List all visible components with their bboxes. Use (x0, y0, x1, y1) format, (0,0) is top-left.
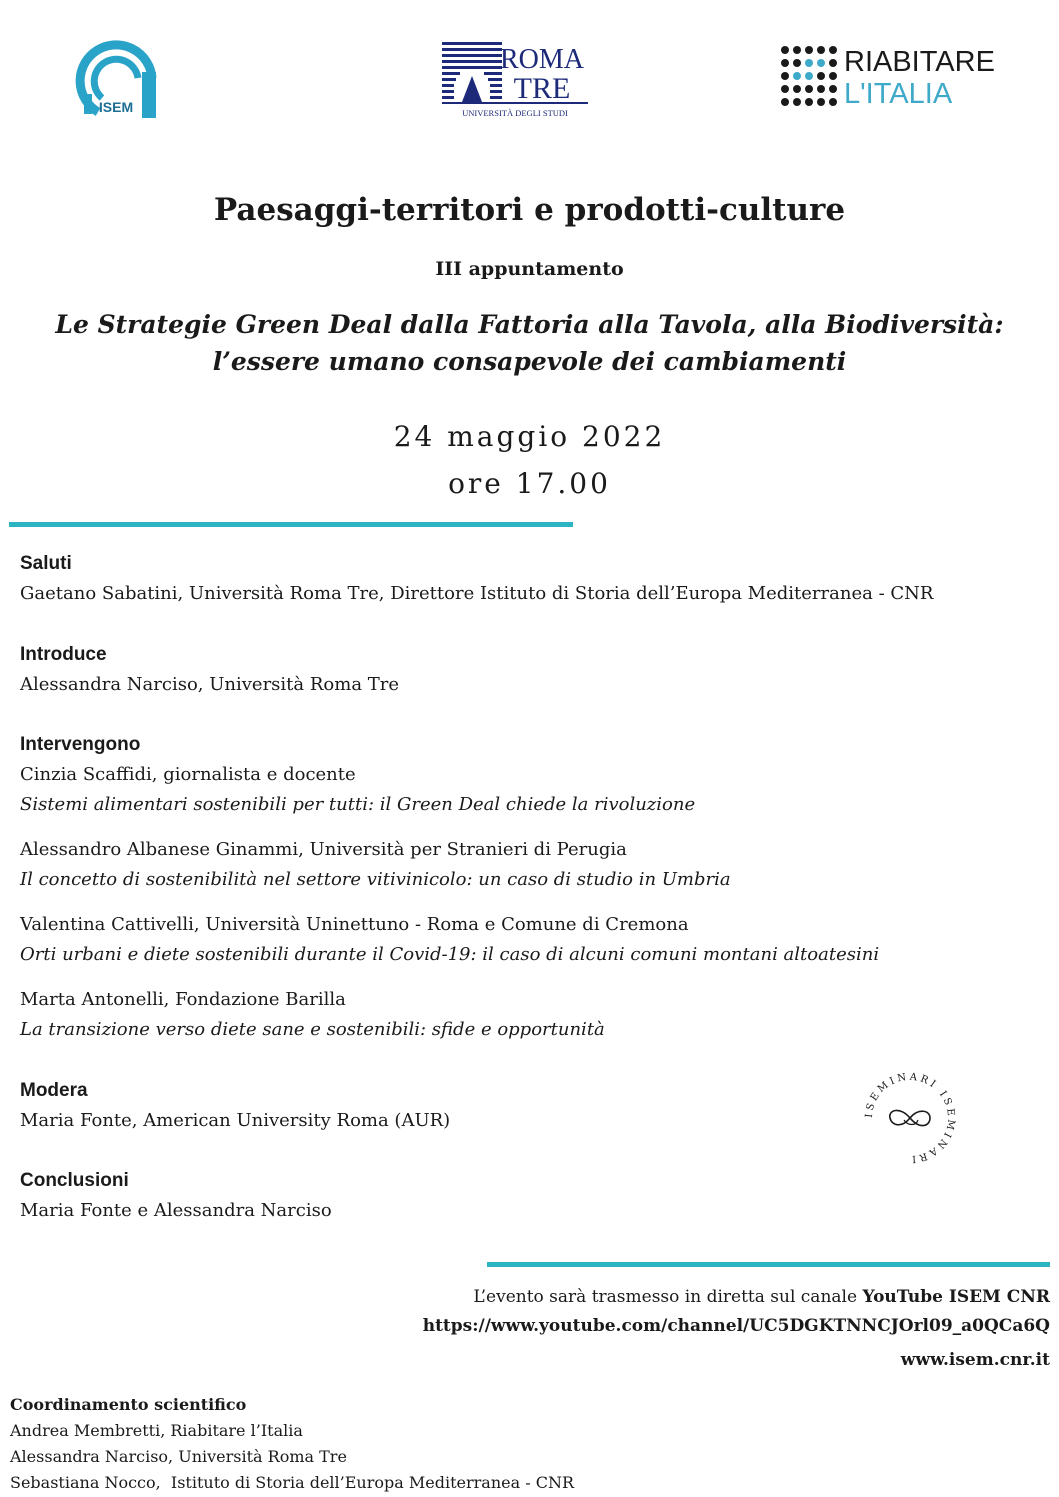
speaker-talk: Sistemi alimentari sostenibili per tutti: il Green Deal chiede la rivoluzione (20, 794, 696, 815)
speaker-name: Valentina Cattivelli, Università Uninettuno - Roma e Comune di Cremona (20, 914, 689, 935)
section-introduce (20, 640, 399, 700)
stream-info (473, 1287, 1050, 1307)
introduce-text: Alessandra Narciso, Università Roma Tre (20, 674, 400, 695)
roma-tre-caption: UNIVERSITÀ DEGLI STUDI (462, 108, 568, 118)
event-subtitle: III appuntamento (435, 258, 624, 280)
speaker-item (20, 910, 879, 970)
divider-bottom (487, 1262, 1050, 1267)
coordination-member: Alessandra Narciso, Università Roma Tre (10, 1447, 347, 1466)
modera-text: Maria Fonte, American University Roma (AUR) (20, 1110, 451, 1131)
saluti-heading: Saluti (20, 553, 72, 574)
intervengono-heading: Intervengono (20, 734, 141, 755)
stream-prefix: L’evento sarà trasmesso in diretta sul canale (473, 1287, 863, 1307)
speaker-item (20, 985, 605, 1045)
event-time: ore 17.00 (448, 467, 611, 500)
introduce-heading: Introduce (20, 644, 107, 665)
riabitare-line1: RIABITARE (844, 46, 995, 78)
roma-tre-top-text: ROMA (499, 44, 585, 75)
riabitare-italia-logo (780, 44, 1020, 108)
section-modera (20, 1076, 450, 1136)
section-coordination (10, 1392, 574, 1496)
speaker-name: Alessandro Albanese Ginammi, Università per Stranieri di Perugia (20, 839, 627, 860)
divider-top (9, 522, 573, 527)
seal-text: ISEMINARI ISEMINARI (863, 1071, 957, 1165)
headline-line1: Le Strategie Green Deal dalla Fattoria alla Tavola, alla Biodiversità: (55, 310, 1004, 339)
riabitare-line2: L'ITALIA (844, 78, 953, 108)
headline-line2: l’essere umano consapevole dei cambiamenti (212, 347, 847, 376)
website-link[interactable]: www.isem.cnr.it (900, 1350, 1050, 1370)
event-headline (0, 306, 1059, 380)
conclusioni-heading: Conclusioni (20, 1170, 129, 1191)
conclusioni-text: Maria Fonte e Alessandra Narciso (20, 1200, 332, 1221)
section-saluti (20, 549, 933, 609)
speaker-item (20, 760, 695, 820)
coordination-heading: Coordinamento scientifico (10, 1395, 247, 1414)
stream-channel: YouTube ISEM CNR (862, 1287, 1050, 1307)
modera-heading: Modera (20, 1080, 88, 1101)
event-title: Paesaggi-territori e prodotti-culture (213, 192, 846, 228)
isem-logo-text: ISEM (98, 99, 134, 115)
youtube-url-link[interactable]: https://www.youtube.com/channel/UC5DGKTNNCJOrl09_a0QCa6Q (422, 1316, 1050, 1336)
speaker-name: Marta Antonelli, Fondazione Barilla (20, 989, 346, 1010)
speaker-talk: La transizione verso diete sane e sostenibili: sfide e opportunità (20, 1019, 605, 1040)
isem-logo (58, 28, 162, 120)
event-date: 24 maggio 2022 (393, 420, 666, 453)
coordination-member: Sebastiana Nocco, Istituto di Storia dell’Europa Mediterranea - CNR (10, 1473, 574, 1492)
section-intervengono (20, 730, 140, 760)
saluti-text: Gaetano Sabatini, Università Roma Tre, Direttore Istituto di Storia dell’Europa Mediterranea - CNR (20, 583, 934, 604)
speaker-talk: Orti urbani e diete sostenibili durante il Covid-19: il caso di alcuni comuni montani altoatesini (20, 944, 880, 965)
roma-tre-bottom-text: TRE (513, 72, 571, 105)
coordination-member: Andrea Membretti, Riabitare l’Italia (10, 1421, 303, 1440)
roma-tre-logo (440, 40, 590, 120)
section-conclusioni (20, 1166, 332, 1226)
speaker-talk: Il concetto di sostenibilità nel settore vitivinicolo: un caso di studio in Umbria (20, 869, 731, 890)
iseminari-seal (860, 1068, 960, 1168)
speaker-name: Cinzia Scaffidi, giornalista e docente (20, 764, 356, 785)
speaker-item (20, 835, 731, 895)
